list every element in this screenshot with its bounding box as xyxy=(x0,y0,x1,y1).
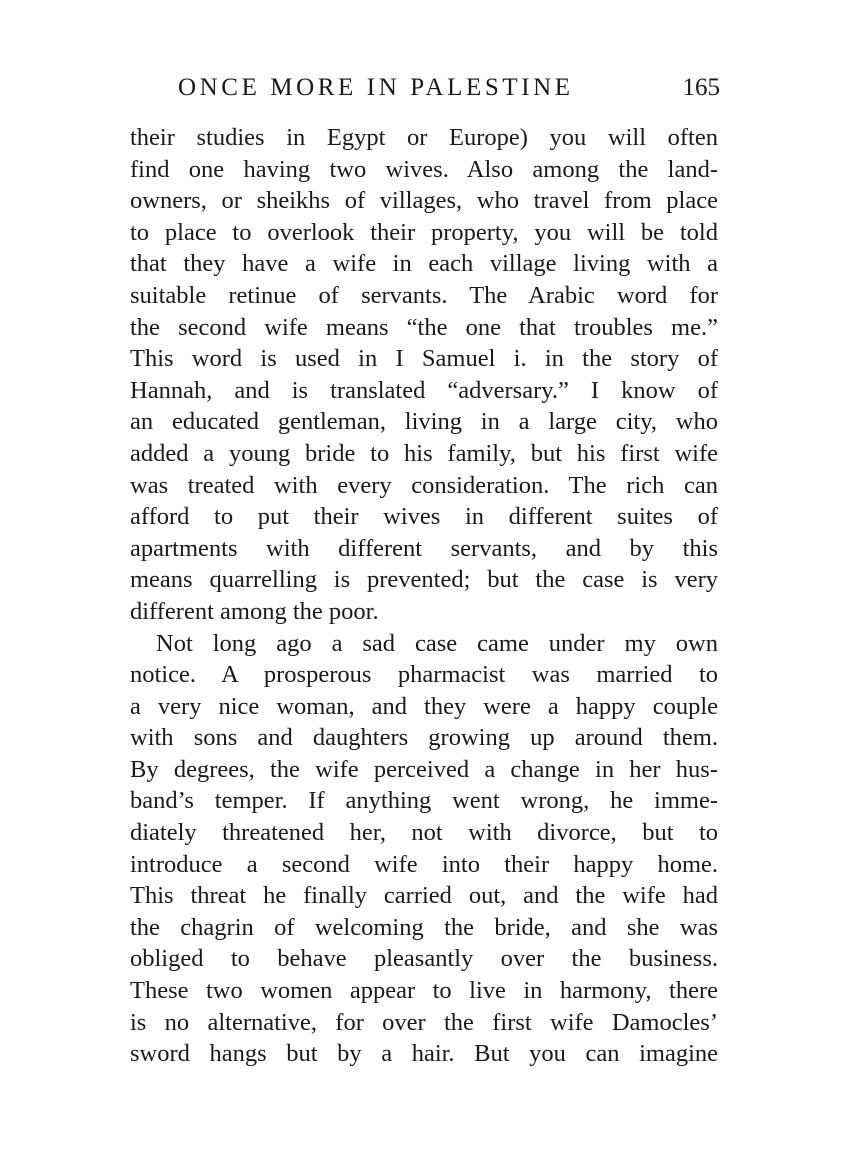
text-line: suitable retinue of servants. The Arabic word for xyxy=(130,281,718,309)
running-title: ONCE MORE IN PALESTINE xyxy=(178,74,574,101)
text-line: is no alternative, for over the first wife Damocles’ xyxy=(130,1008,718,1036)
text-line: obliged to behave pleasantly over the business. xyxy=(130,945,718,973)
text-line: owners, or sheikhs of villages, who travel from place xyxy=(130,187,718,215)
text-line: that they have a wife in each village living with a xyxy=(130,250,718,278)
text-line: with sons and daughters growing up around them. xyxy=(130,724,718,752)
text-line: the chagrin of welcoming the bride, and she was xyxy=(130,913,718,941)
text-line: means quarrelling is prevented; but the case is very xyxy=(130,566,718,594)
text-line: different among the poor. xyxy=(130,597,379,625)
text-line: diately threatened her, not with divorce, but to xyxy=(130,819,718,847)
text-line: notice. A prosperous pharmacist was married to xyxy=(130,661,718,689)
text-line: These two women appear to live in harmony, there xyxy=(130,977,718,1005)
text-line: the second wife means “the one that troubles me.” xyxy=(130,313,718,341)
text-line: an educated gentleman, living in a large city, who xyxy=(130,408,718,436)
text-line: band’s temper. If anything went wrong, he imme- xyxy=(130,787,718,815)
text-line: to place to overlook their property, you will be told xyxy=(130,218,718,246)
text-line: Hannah, and is translated “adversary.” I know of xyxy=(130,376,718,404)
text-line: their studies in Egypt or Europe) you will often xyxy=(130,124,718,151)
text-line: This threat he finally carried out, and the wife had xyxy=(130,882,718,910)
text-line: apartments with different servants, and by this xyxy=(130,534,718,562)
text-line: introduce a second wife into their happy home. xyxy=(130,850,718,878)
text-line: find one having two wives. Also among the land- xyxy=(130,155,718,183)
paragraph-2 xyxy=(130,628,718,1070)
text-line: was treated with every consideration. The rich can xyxy=(130,471,718,499)
body-text xyxy=(130,122,718,1070)
text-line: Not long ago a sad case came under my own xyxy=(156,629,718,657)
text-line: This word is used in I Samuel i. in the story of xyxy=(130,345,718,373)
running-head xyxy=(130,70,720,106)
text-line: sword hangs but by a hair. But you can imagine xyxy=(130,1040,718,1068)
text-line: By degrees, the wife perceived a change in her hus- xyxy=(130,755,718,783)
text-line: added a young bride to his family, but his first wife xyxy=(130,439,718,467)
paragraph-1 xyxy=(130,122,718,628)
page-number: 165 xyxy=(682,74,720,101)
text-line: afford to put their wives in different suites of xyxy=(130,503,718,531)
text-line: a very nice woman, and they were a happy couple xyxy=(130,692,718,720)
